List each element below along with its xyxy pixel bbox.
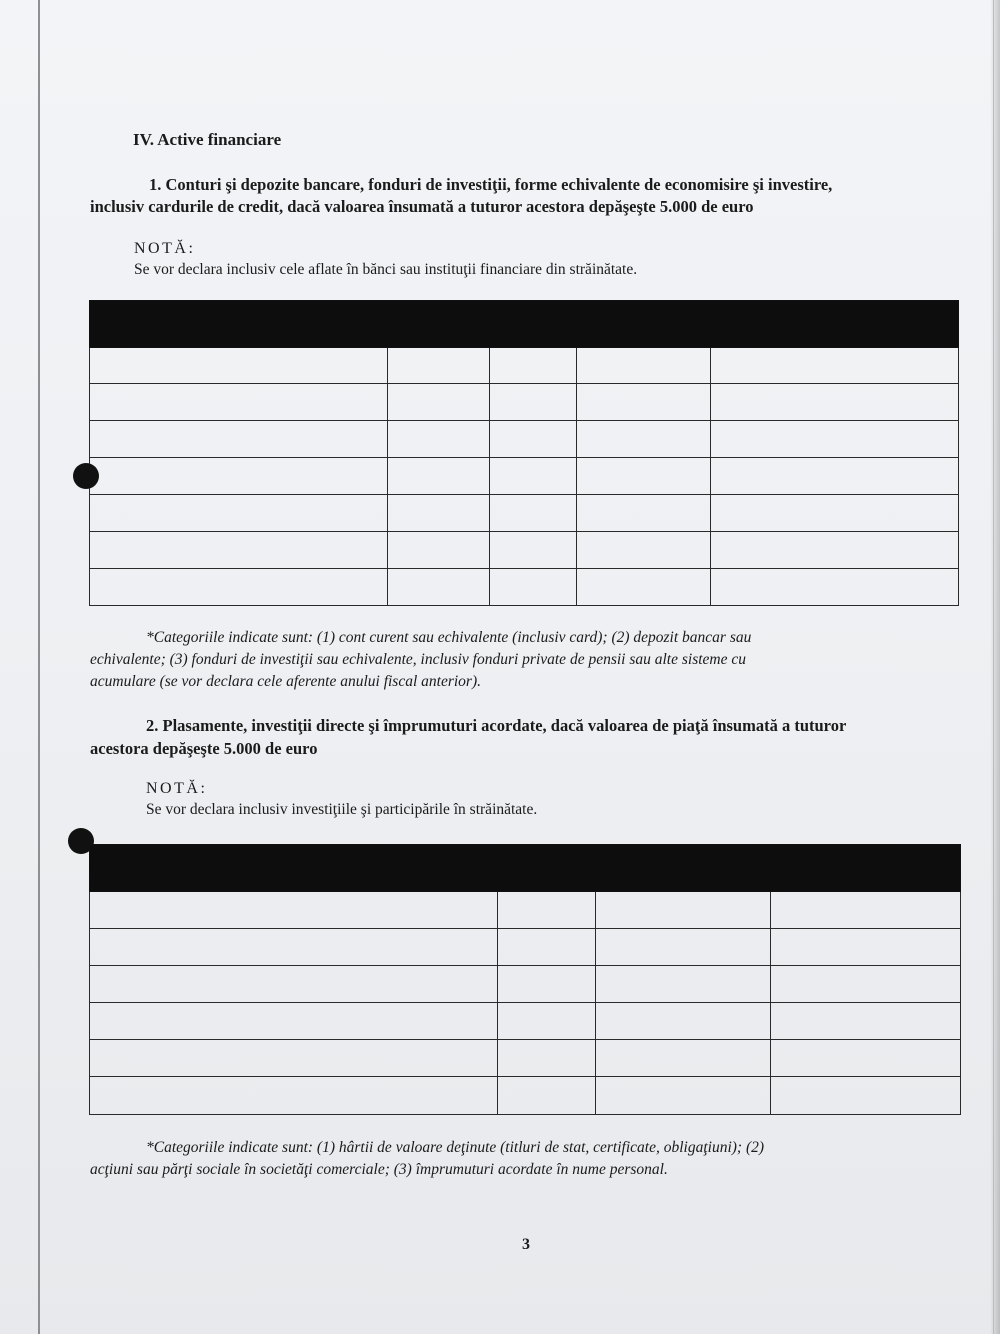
table-cell[interactable] [711, 384, 959, 421]
table-cell[interactable] [388, 458, 490, 495]
table-cell[interactable] [388, 495, 490, 532]
table-cell[interactable] [771, 1040, 961, 1077]
table-cell[interactable] [711, 569, 959, 606]
part2-heading-line2: acestora depăşeşte 5.000 de euro [90, 739, 318, 758]
table-cell[interactable] [577, 532, 711, 569]
table-cell[interactable] [388, 569, 490, 606]
part2-footnote-line2: acţiuni sau părţi sociale în societăţi comerciale; (3) împrumuturi acordate în nume personal. [90, 1161, 668, 1178]
table-row [90, 569, 959, 606]
table-cell[interactable] [498, 929, 596, 966]
table-cell[interactable] [90, 1040, 498, 1077]
table-cell[interactable] [577, 458, 711, 495]
table-cell[interactable] [490, 421, 577, 458]
table-row [90, 495, 959, 532]
table-cell[interactable] [577, 569, 711, 606]
investments-table [89, 844, 961, 1115]
table-row [90, 421, 959, 458]
part1-footnote-line2: echivalente; (3) fonduri de investiţii sau echivalente, inclusiv fonduri private de pensii sau alte sisteme cu [90, 651, 747, 668]
table-cell[interactable] [388, 421, 490, 458]
table-cell[interactable] [577, 348, 711, 384]
table-cell[interactable] [498, 1003, 596, 1040]
table-cell[interactable] [771, 1077, 961, 1115]
punch-hole-dot [73, 463, 99, 489]
part1-footnote-line3: acumulare (se vor declara cele aferente anului fiscal anterior). [90, 673, 481, 690]
table-cell[interactable] [498, 892, 596, 929]
table-cell[interactable] [490, 569, 577, 606]
table-cell[interactable] [490, 495, 577, 532]
table-cell[interactable] [711, 458, 959, 495]
part1-nota-text: Se vor declara inclusiv cele aflate în bănci sau instituţii financiare din străinătate. [134, 261, 638, 278]
table-row [90, 929, 961, 966]
table-cell[interactable] [490, 348, 577, 384]
table-cell[interactable] [90, 458, 388, 495]
part2-heading-line1: 2. Plasamente, investiţii directe şi împrumuturi acordate, dacă valoarea de piaţă însumată a tuturor [146, 716, 847, 735]
page-number: 3 [522, 1236, 530, 1253]
part2-footnote-line1: *Categoriile indicate sunt: (1) hârtii de valoare deţinute (titluri de stat, certificate, obligaţiuni); (2) [146, 1139, 765, 1156]
table-cell[interactable] [388, 532, 490, 569]
accounts-table [89, 300, 959, 606]
table-cell[interactable] [596, 1003, 771, 1040]
table-cell[interactable] [771, 892, 961, 929]
part2-nota-label: NOTĂ: [146, 780, 208, 797]
table-cell[interactable] [490, 458, 577, 495]
part2-nota-text: Se vor declara inclusiv investiţiile şi participările în străinătate. [146, 801, 538, 818]
table-cell[interactable] [711, 495, 959, 532]
table-cell[interactable] [577, 384, 711, 421]
table-cell[interactable] [711, 532, 959, 569]
table-cell[interactable] [711, 421, 959, 458]
table-cell[interactable] [596, 1077, 771, 1115]
table-row [90, 966, 961, 1003]
accounts-table-header-bar [90, 301, 959, 348]
table-cell[interactable] [596, 892, 771, 929]
table-cell[interactable] [90, 1003, 498, 1040]
table-row [90, 1040, 961, 1077]
table-cell[interactable] [90, 384, 388, 421]
part1-nota-label: NOTĂ: [134, 240, 196, 257]
table-cell[interactable] [711, 348, 959, 384]
table-cell[interactable] [388, 384, 490, 421]
table-cell[interactable] [498, 1040, 596, 1077]
table-cell[interactable] [596, 1040, 771, 1077]
table-row [90, 1003, 961, 1040]
table-cell[interactable] [577, 421, 711, 458]
table-cell[interactable] [90, 1077, 498, 1115]
table-cell[interactable] [388, 348, 490, 384]
table-cell[interactable] [771, 1003, 961, 1040]
table-cell[interactable] [771, 929, 961, 966]
table-cell[interactable] [90, 929, 498, 966]
table-cell[interactable] [498, 1077, 596, 1115]
table-cell[interactable] [771, 966, 961, 1003]
page-left-edge [38, 0, 40, 1334]
table-cell[interactable] [90, 569, 388, 606]
table-cell[interactable] [596, 929, 771, 966]
table-cell[interactable] [90, 495, 388, 532]
table-row [90, 458, 959, 495]
investments-table-header-bar [90, 845, 961, 892]
table-cell[interactable] [90, 532, 388, 569]
table-cell[interactable] [577, 495, 711, 532]
investments-table-header [90, 845, 961, 892]
accounts-table-header [90, 301, 959, 348]
table-row [90, 532, 959, 569]
part1-footnote-line1: *Categoriile indicate sunt: (1) cont curent sau echivalente (inclusiv card); (2) depozit bancar sau [146, 629, 752, 646]
section-title: IV. Active financiare [133, 130, 282, 149]
table-cell[interactable] [90, 892, 498, 929]
table-cell[interactable] [90, 421, 388, 458]
table-row [90, 892, 961, 929]
page-right-shadow [990, 0, 1000, 1334]
part1-heading-line1: 1. Conturi şi depozite bancare, fonduri de investiţii, forme echivalente de economisire şi investire, [149, 175, 833, 194]
table-row [90, 348, 959, 384]
table-cell[interactable] [498, 966, 596, 1003]
table-row [90, 1077, 961, 1115]
table-cell[interactable] [596, 966, 771, 1003]
part1-heading-line2: inclusiv cardurile de credit, dacă valoarea însumată a tuturor acestora depăşeşte 5.000 de euro [90, 197, 754, 216]
table-cell[interactable] [90, 966, 498, 1003]
table-row [90, 384, 959, 421]
table-cell[interactable] [490, 384, 577, 421]
table-cell[interactable] [490, 532, 577, 569]
table-cell[interactable] [90, 348, 388, 384]
